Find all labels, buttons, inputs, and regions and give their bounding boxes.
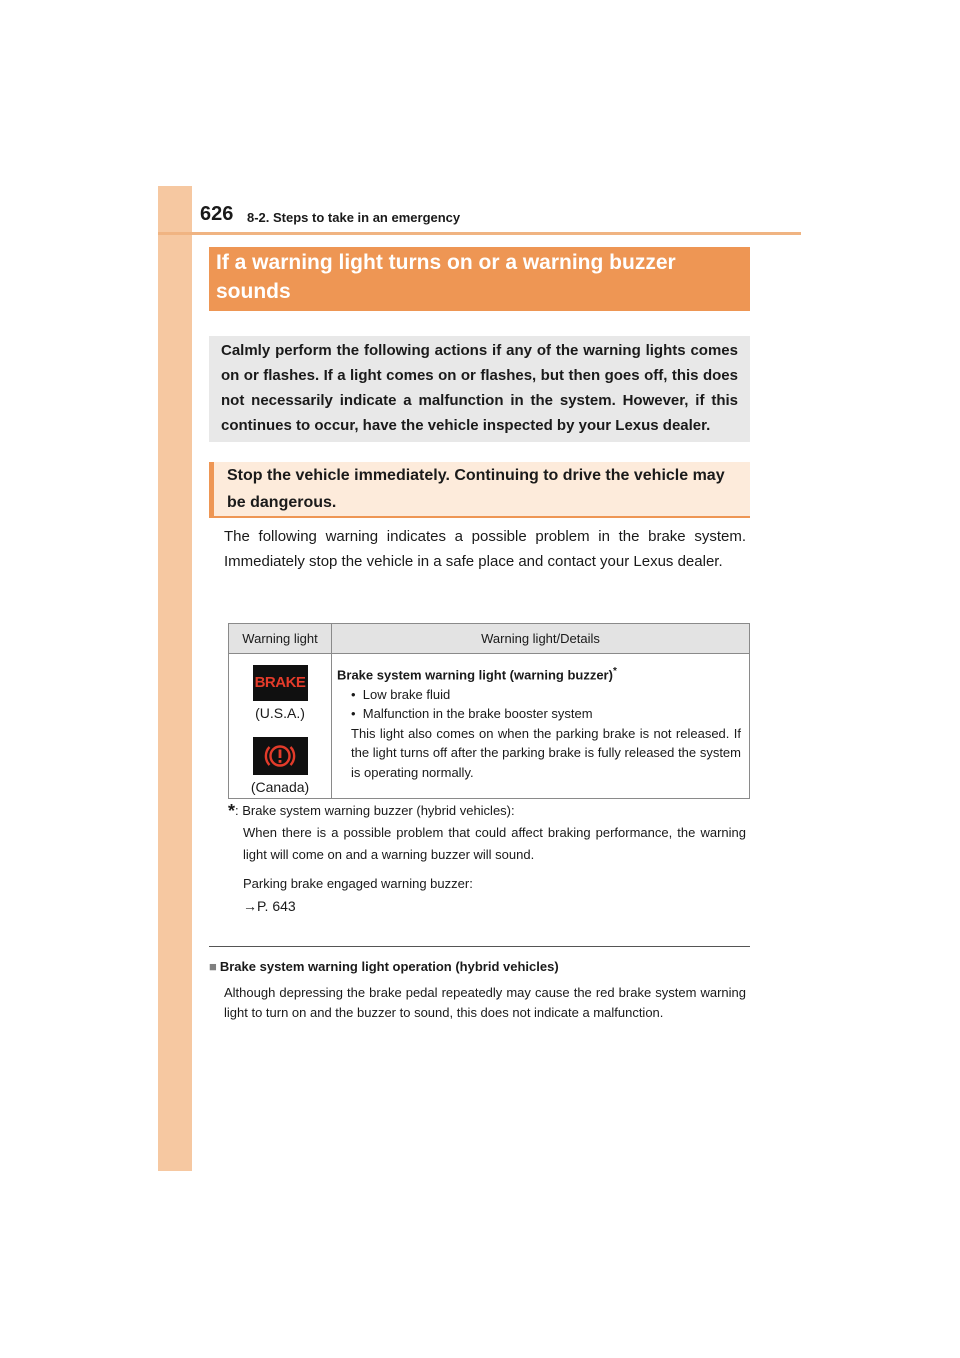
page-title-line-1: If a warning light turns on or a warning buzzer <box>216 251 676 274</box>
bullet-text: Malfunction in the brake booster system <box>362 706 593 722</box>
bullet-text: Low brake fluid <box>362 686 451 702</box>
square-bullet-icon: ■ <box>209 959 217 974</box>
section-title: 8-2. Steps to take in an emergency <box>247 210 461 225</box>
footnote <box>228 800 746 917</box>
body-text: The following warning indicates a possible problem in the brake system. Immediately stop the vehicle in a safe place and contact your Lexus dealer. <box>224 528 746 570</box>
brake-warning-icon: BRAKE <box>253 665 308 701</box>
label-canada: (Canada) <box>250 779 310 795</box>
list-item: • Low brake fluid <box>351 686 451 702</box>
label-usa: (U.S.A.) <box>255 705 305 721</box>
side-strip <box>158 186 192 1171</box>
list-item: • Malfunction in the brake booster system <box>351 706 593 722</box>
warning-title <box>337 662 741 685</box>
page-title <box>209 247 750 311</box>
warning-table <box>228 623 750 799</box>
warning-note: This light also comes on when the parking brake is not released. If the light turns off after the parking brake is fully released the system is operating normally. <box>351 725 741 780</box>
table-header-row <box>229 624 750 654</box>
warning-light-cell <box>229 654 332 799</box>
details-cell <box>332 654 750 799</box>
table-header-warning-light: Warning light <box>229 624 332 654</box>
footnote-lead: : Brake system warning buzzer (hybrid vehicles): <box>235 803 515 818</box>
page-title-line-2: sounds <box>216 280 291 303</box>
page-number: 626 <box>200 203 234 225</box>
intro-box: Calmly perform the following actions if any of the warning lights comes on or flashes. If a light comes on or flashes, but then goes off, this does not necessarily indicate a malfunction in the system. However, if this continues to occur, have the vehicle inspected by your Lexus dealer. <box>209 336 750 442</box>
info-heading <box>209 957 559 977</box>
info-text: Although depressing the brake pedal repeatedly may cause the red brake system warning light to turn on and the buzzer to sound, this does not indicate a malfunction. <box>224 985 746 1020</box>
table-row <box>229 654 750 799</box>
brake-circle-icon-svg <box>263 741 297 771</box>
footnote-asterisk: * <box>228 801 236 821</box>
page-reference-link[interactable]: →P. 643 <box>243 898 296 914</box>
table-header-details: Warning light/Details <box>332 624 750 654</box>
footnote-text-2: Parking brake engaged warning buzzer: <box>243 876 473 891</box>
warning-title-text: Brake system warning light (warning buzzer) <box>337 667 613 683</box>
divider <box>209 946 750 947</box>
header-line <box>158 232 801 235</box>
footnote-text-1: When there is a possible problem that could affect braking performance, the warning light will come on and a warning buzzer will sound. <box>243 825 746 862</box>
info-heading-text: Brake system warning light operation (hybrid vehicles) <box>219 959 559 974</box>
brake-circle-warning-icon <box>253 737 308 775</box>
footnote-lead-line <box>228 800 746 822</box>
caution-box: Stop the vehicle immediately. Continuing to drive the vehicle may be dangerous. <box>209 462 750 518</box>
footnote-mark: * <box>612 666 617 677</box>
